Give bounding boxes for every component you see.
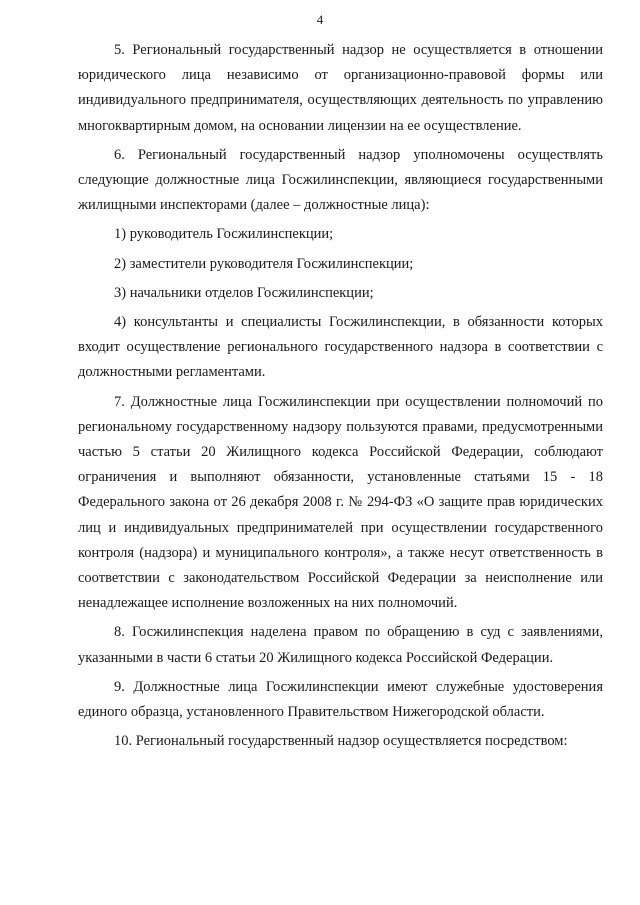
list-item-1: 1) руководитель Госжилинспекции; (114, 226, 334, 243)
paragraph-6: 6. Региональный государственный надзор уполномочены осуществлять следующие должностные лица Госжилинспекции, являющиеся государственными жилищными инспекторами (далее – должностные лица): (78, 146, 603, 214)
paragraph-5: 5. Региональный государственный надзор не осуществляется в отношении юридического лица независимо от организационно-правовой формы или индивидуального предпринимателя, осуществляющих деятельность по управлению многоквартирным домом, на основании лицензии на ее осуществление. (78, 42, 603, 134)
paragraph-8: 8. Госжилинспекция наделена правом по обращению в суд с заявлениями, указанными в части 6 статьи 20 Жилищного кодекса Российской Федерации. (78, 624, 603, 666)
page-number: 4 (316, 12, 324, 27)
paragraph-10: 10. Региональный государственный надзор осуществляется посредством: (114, 733, 568, 750)
list-item-4: 4) консультанты и специалисты Госжилинспекции, в обязанности которых входит осуществление регионального государственного надзора в соответствии с должностными регламентами. (78, 314, 603, 381)
list-item-2: 2) заместители руководителя Госжилинспекции; (114, 255, 414, 272)
paragraph-9: 9. Должностные лица Госжилинспекции имеют служебные удостоверения единого образца, установленного Правительством Нижегородской области. (78, 678, 603, 721)
document-body (78, 38, 603, 758)
paragraph-7: 7. Должностные лица Госжилинспекции при осуществлении полномочий по региональному государственному надзору пользуются правами, предусмотренными частью 5 статьи 20 Жилищного кодекса Российской Федерации, соблюдают ограничения и выполняют обязанности, установленные статьями 15 - 18 Федерального закона от 26 декабря 2008 г. № 294-ФЗ «О защите прав юридических лиц и индивидуальных предпринимателей при осуществлении государственного контроля (надзора) и муниципального контроля», а также несут ответственность в соответствии с законодательством Российской Федерации за неисполнение или ненадлежащее исполнение возложенных на них полномочий. (78, 393, 603, 612)
list-item-3: 3) начальники отделов Госжилинспекции; (114, 284, 374, 301)
